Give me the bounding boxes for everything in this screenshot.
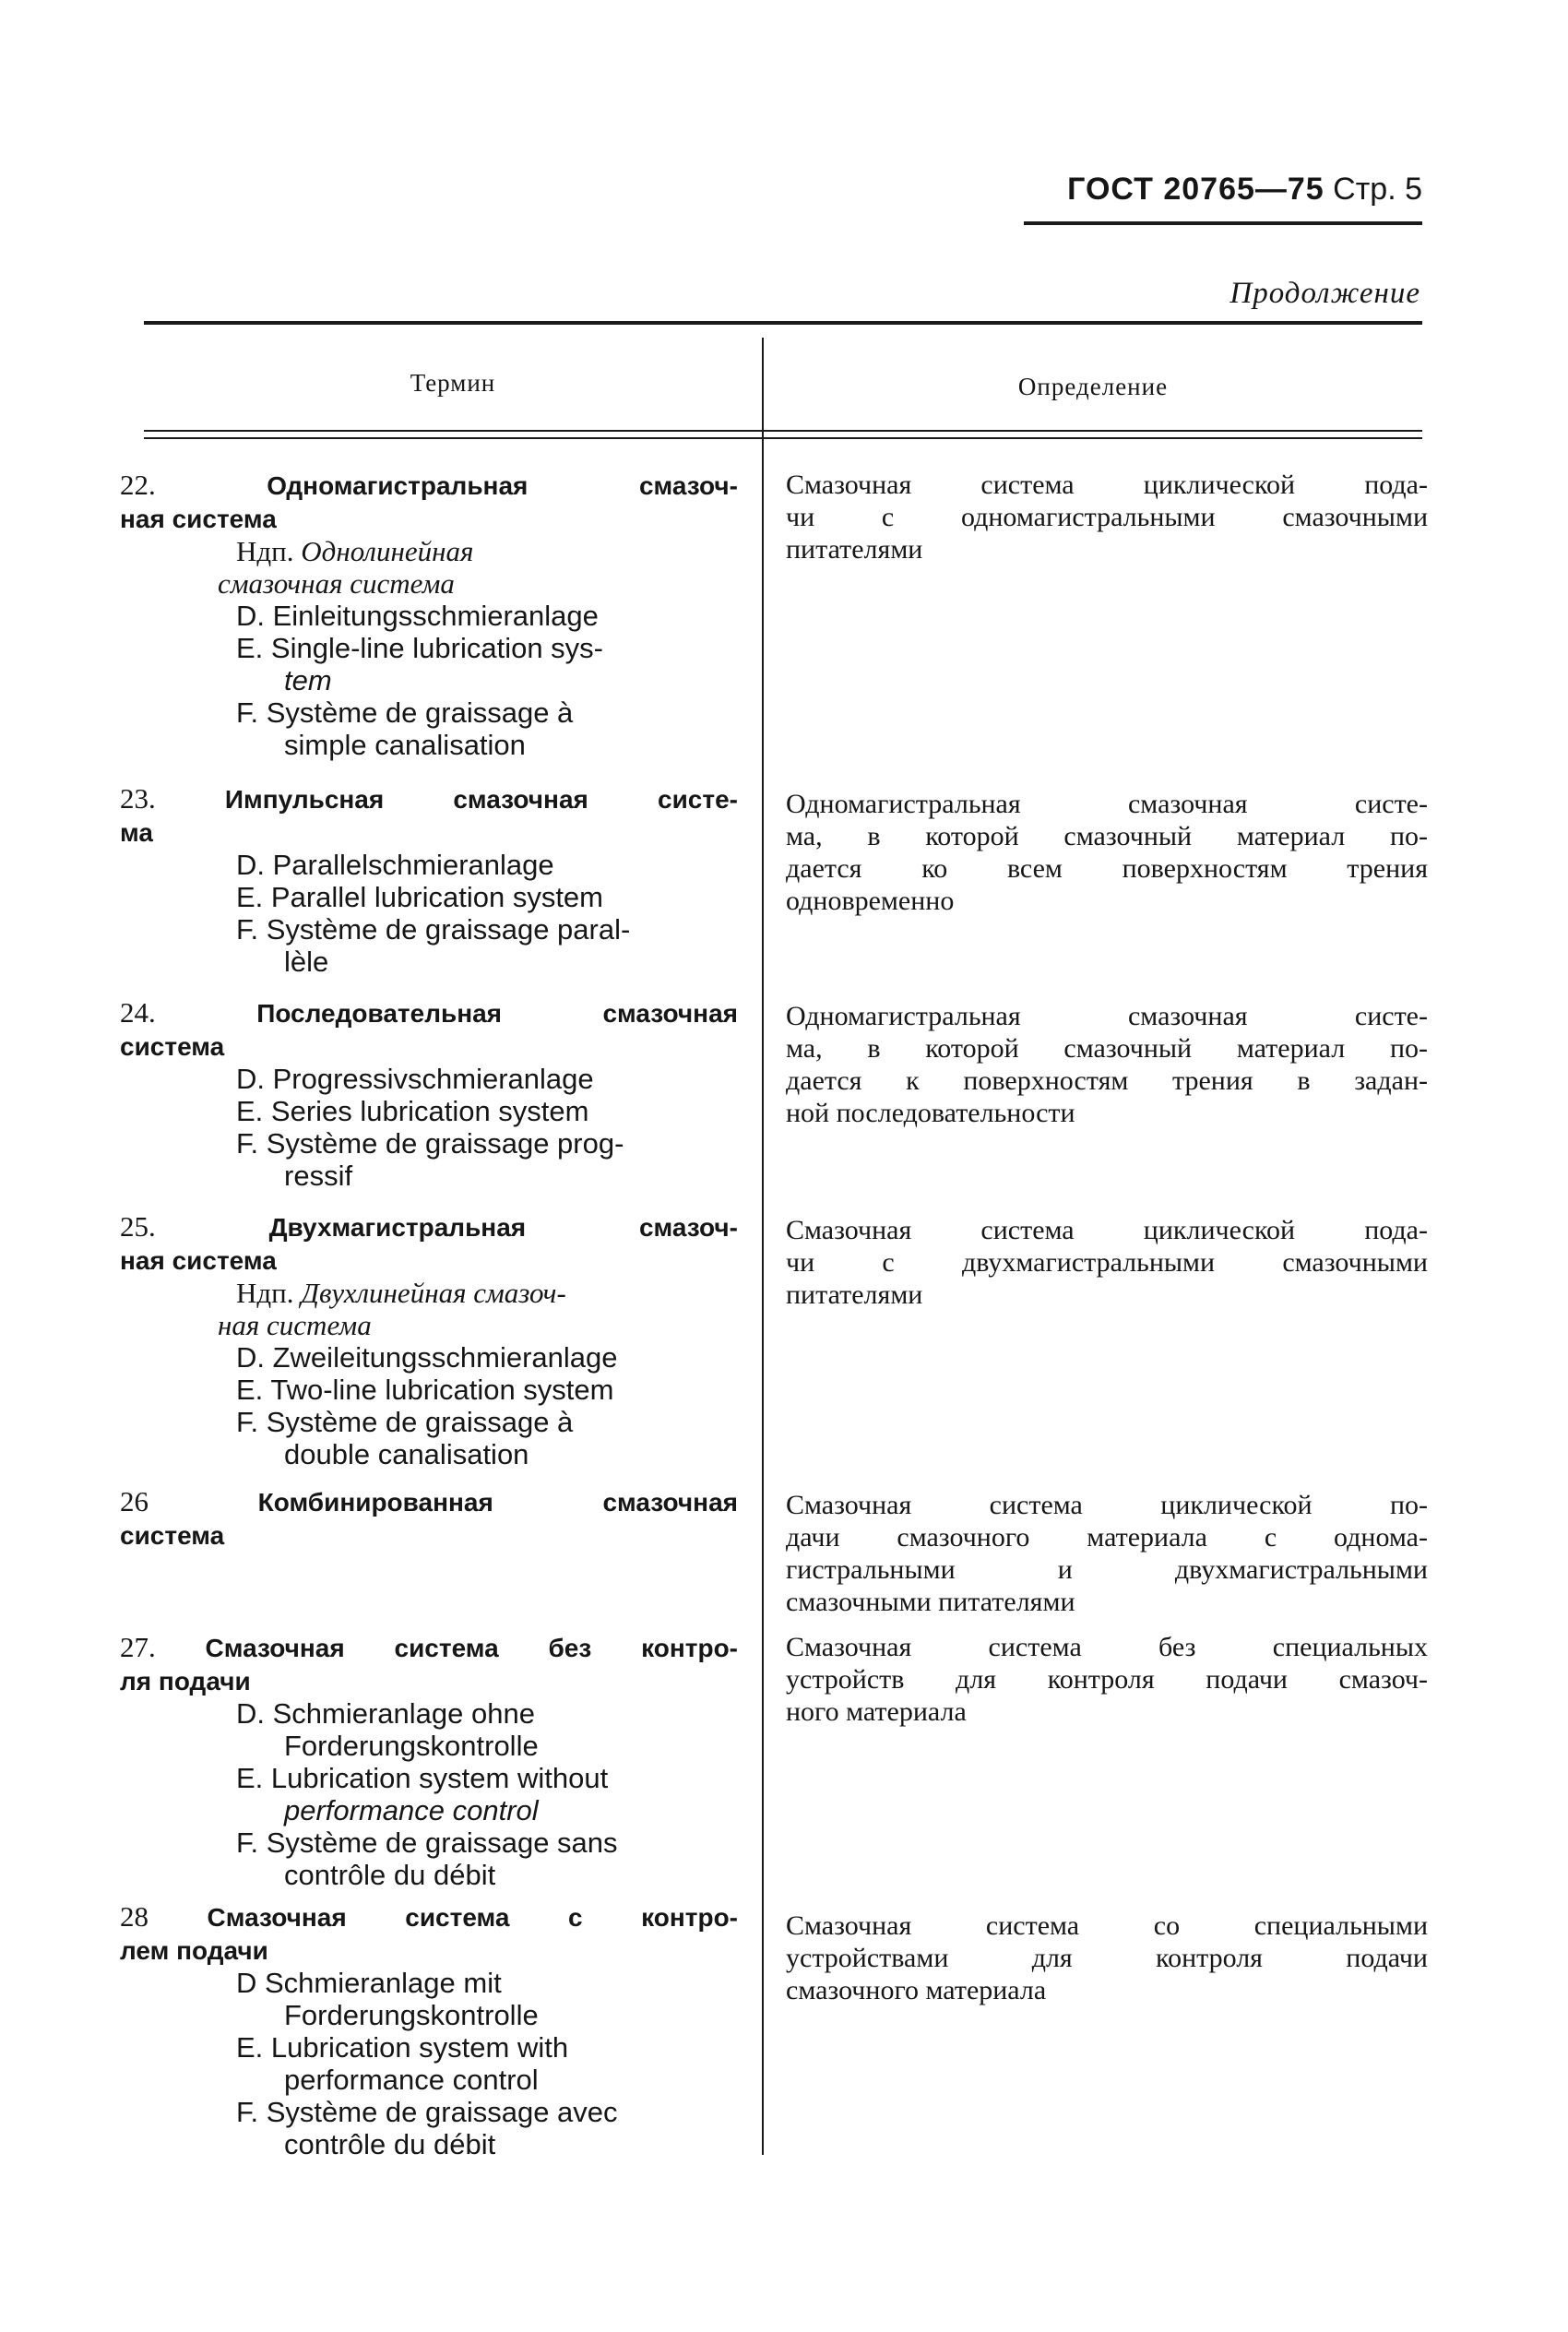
english-equivalent: E. Single-line lubrication sys- xyxy=(236,632,604,664)
term-number: 26 xyxy=(120,1485,148,1517)
french-equivalent-cont: contrôle du débit xyxy=(284,1859,496,1891)
french-equivalent: F. Système de graissage sans xyxy=(236,1826,618,1859)
term-cell xyxy=(120,1631,738,1891)
term-name: Двухмагистральная смазоч- xyxy=(268,1213,738,1242)
definition-cell: Смазочная система со специальными устройствами для контроля подачи смазочного материала xyxy=(786,1910,1428,2005)
non-recommended-term-cont: ная система xyxy=(218,1309,372,1341)
term-cell xyxy=(120,996,738,1192)
german-equivalent: D. Zweileitungsschmieranlage xyxy=(236,1341,618,1374)
term-name-cont: лем подачи xyxy=(120,1936,268,1965)
french-equivalent-cont: ressif xyxy=(284,1160,353,1192)
french-equivalent: F. Système de graissage à xyxy=(236,696,574,729)
english-equivalent: E. Two-line lubrication system xyxy=(236,1374,614,1406)
header-rule xyxy=(1024,221,1422,225)
term-number: 23. xyxy=(120,782,156,815)
term-number: 22. xyxy=(120,469,156,501)
french-equivalent-cont: double canalisation xyxy=(284,1438,529,1470)
table-header-rule-2 xyxy=(144,437,1422,439)
english-equivalent: E. Parallel lubrication system xyxy=(236,881,603,913)
page-number: Стр. 5 xyxy=(1333,172,1422,207)
term-name: Смазочная система без контро- xyxy=(205,1634,739,1662)
english-equivalent-cont: performance control xyxy=(284,1794,539,1826)
column-header-definition: Определение xyxy=(1017,373,1169,400)
term-name-cont: ная система xyxy=(120,505,277,533)
definition-cell: Смазочная система без специальных устройств для контроля подачи смазоч- ного материала xyxy=(786,1632,1428,1727)
french-equivalent-cont: contrôle du débit xyxy=(284,2128,496,2160)
french-equivalent: F. Système de graissage avec xyxy=(236,2096,618,2128)
german-equivalent: D. Schmieranlage ohne xyxy=(236,1697,535,1730)
column-divider xyxy=(762,338,764,2155)
term-cell xyxy=(120,1210,738,1470)
english-equivalent: E. Lubrication system with xyxy=(236,2031,569,2064)
term-name: Комбинированная смазочная xyxy=(257,1488,738,1517)
page-header xyxy=(1024,172,1422,208)
table-header-rule-1 xyxy=(144,430,1422,432)
table-top-rule xyxy=(144,321,1422,325)
non-recommended-term: Ндп. Двухлинейная смазоч- xyxy=(236,1277,566,1309)
column-header-term: Термин xyxy=(410,369,496,397)
definition-cell: Смазочная система циклической пода- чи с одномагистральными смазочными питателями xyxy=(786,470,1428,565)
term-number: 24. xyxy=(120,996,156,1029)
standard-number: ГОСТ 20765—75 xyxy=(1067,172,1324,207)
german-equivalent: D. Parallelschmieranlage xyxy=(236,849,554,881)
term-name-cont: ля подачи xyxy=(120,1667,251,1695)
term-number: 25. xyxy=(120,1210,156,1243)
german-equivalent-cont: Forderungskontrolle xyxy=(284,1999,539,2031)
english-equivalent-cont: performance control xyxy=(284,2064,539,2096)
definition-cell: Одномагистральная смазочная систе- ма, в которой смазочный материал по- дается ко всем поверхностям трения одновременно xyxy=(786,789,1428,916)
term-name-cont: ная система xyxy=(120,1246,277,1275)
french-equivalent: F. Système de graissage paral- xyxy=(236,913,631,946)
definition-cell: Смазочная система циклической пода- чи с двухмагистральными смазочными питателями xyxy=(786,1215,1428,1310)
german-equivalent: D. Einleitungsschmieranlage xyxy=(236,600,599,632)
term-cell xyxy=(120,469,738,761)
term-number: 27. xyxy=(120,1631,156,1663)
french-equivalent: F. Système de graissage prog- xyxy=(236,1127,624,1160)
french-equivalent-cont: simple canalisation xyxy=(284,729,526,761)
term-name: Последовательная смазочная xyxy=(256,999,739,1028)
non-recommended-term-cont: смазочная система xyxy=(218,567,455,600)
continued-label: Продолжение xyxy=(1229,277,1420,310)
french-equivalent-cont: lèle xyxy=(284,946,329,978)
term-name: Смазочная система с контро- xyxy=(207,1903,738,1932)
german-equivalent-cont: Forderungskontrolle xyxy=(284,1730,539,1762)
term-number: 28 xyxy=(120,1900,148,1933)
term-name-cont: ма xyxy=(120,818,153,847)
english-equivalent: E. Lubrication system without xyxy=(236,1762,609,1794)
term-cell xyxy=(120,1485,738,1552)
english-equivalent-cont: tem xyxy=(284,664,332,696)
french-equivalent: F. Système de graissage à xyxy=(236,1406,574,1438)
term-name: Одномагистральная смазоч- xyxy=(267,471,738,500)
german-equivalent: D. Progressivschmieranlage xyxy=(236,1063,594,1095)
non-recommended-term: Ндп. Однолинейная xyxy=(236,535,474,567)
term-name: Импульсная смазочная систе- xyxy=(224,785,738,814)
term-name-cont: система xyxy=(120,1521,225,1550)
term-cell xyxy=(120,782,738,978)
english-equivalent: E. Series lubrication system xyxy=(236,1095,589,1127)
definition-cell: Смазочная система циклической по- дачи смазочного материала с однома- гистральными и двухмагистральными смазочными питателями xyxy=(786,1490,1428,1617)
definition-cell: Одномагистральная смазочная систе- ма, в которой смазочный материал по- дается к поверхностям трения в задан- ной последовательности xyxy=(786,1001,1428,1128)
german-equivalent: D Schmieranlage mit xyxy=(236,1967,502,1999)
term-name-cont: система xyxy=(120,1032,225,1061)
term-cell xyxy=(120,1900,738,2160)
